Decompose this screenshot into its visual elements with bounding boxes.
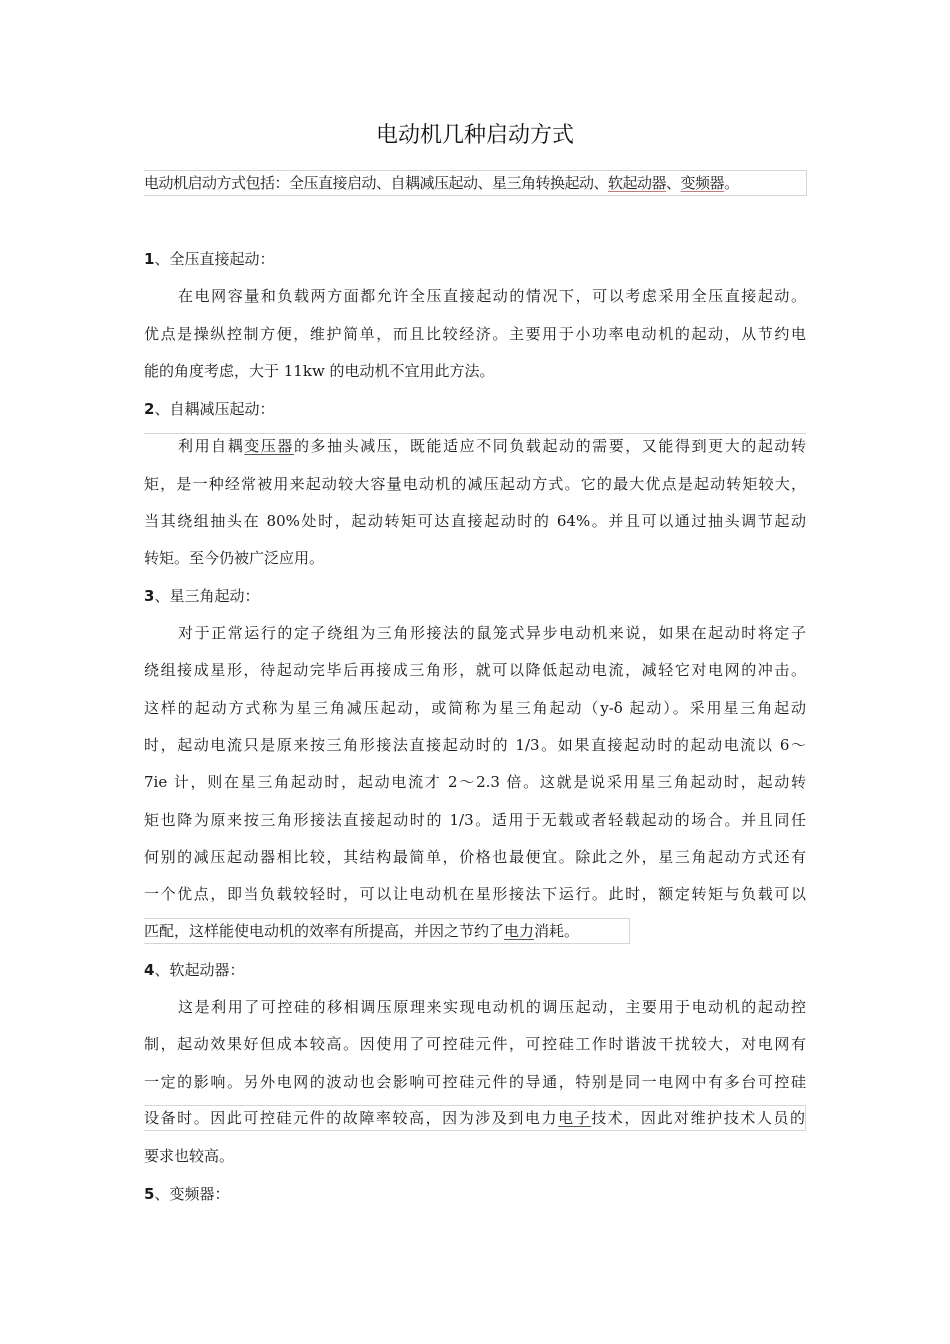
section-2-line: 转矩。至今仍被广泛应用。 [144,549,325,567]
section-4-line: 要求也较高。 [144,1147,235,1165]
section-2-heading: 2、自耦减压起动： [144,400,275,418]
section-3-line: 这样的起动方式称为星三角减压起动，或简称为星三角起动（y-δ 起动）。采用星三角起动 [144,699,806,717]
electric-power-link[interactable]: 电力 [504,922,535,940]
intro-paragraph [144,170,807,196]
page-title: 电动机几种启动方式 [375,123,574,148]
section-2-line: 利用自耦变压器的多抽头减压，既能适应不同负载起动的需要，又能得到更大的起动转 [144,433,806,458]
intro-text: 电动机启动方式包括：全压直接启动、自耦减压起动、星三角转换起动、 [144,174,609,192]
section-1-line: 能的角度考虑，大于 11kw 的电动机不宜用此方法。 [144,362,495,380]
soft-starter-link[interactable]: 软起动器 [608,174,667,192]
section-4-line: 制，起动效果好但成本较高。因使用了可控硅元件，可控硅工作时谐波干扰较大，对电网有 [144,1035,806,1053]
section-3-line: 匹配，这样能使电动机的效率有所提高，并因之节约了电力消耗。 [144,918,630,944]
intro-separator: 、 [666,174,681,192]
inverter-link[interactable]: 变频器 [680,174,725,192]
section-1-heading: 1、全压直接起动： [144,250,275,268]
section-1-line: 优点是操纵控制方便，维护简单，而且比较经济。主要用于小功率电动机的起动，从节约电 [144,325,806,343]
transformer-link[interactable]: 变压器 [244,437,294,455]
section-1-line: 在电网容量和负载两方面都允许全压直接起动的情况下，可以考虑采用全压直接起动。 [178,287,806,305]
section-5-heading: 5、变频器： [144,1185,230,1203]
section-3-heading: 3、星三角起动： [144,587,260,605]
section-3-line: 7ie 计，则在星三角起动时，起动电流才 2～2.3 倍。这就是说采用星三角起动时，起动转 [144,773,806,791]
section-4-line: 设备时。因此可控硅元件的故障率较高，因为涉及到电力电子技术，因此对维护技术人员的 [144,1105,806,1131]
section-4-heading: 4、软起动器： [144,961,245,979]
section-3-line: 何别的减压起动器相比较，其结构最简单，价格也最便宜。除此之外，星三角起动方式还有 [144,848,806,866]
section-3-line: 一个优点，即当负载较轻时，可以让电动机在星形接法下运行。此时，额定转矩与负载可以 [144,885,806,903]
section-2-line: 矩，是一种经常被用来起动较大容量电动机的减压起动方式。它的最大优点是起动转矩较大， [144,475,806,493]
section-3-line: 时，起动电流只是原来按三角形接法直接起动时的 1/3。如果直接起动时的起动电流以 6～ [144,736,806,754]
section-2-line: 当其绕组抽头在 80%处时，起动转矩可达直接起动时的 64%。并且可以通过抽头调节起动 [144,512,806,530]
section-4-line: 一定的影响。另外电网的波动也会影响可控硅元件的导通，特别是同一电网中有多台可控硅 [144,1073,806,1091]
intro-suffix: 。 [724,174,739,192]
section-3-line: 绕组接成星形，待起动完毕后再接成三角形，就可以降低起动电流，减轻它对电网的冲击。 [144,661,806,679]
section-3-line: 对于正常运行的定子绕组为三角形接法的鼠笼式异步电动机来说，如果在起动时将定子 [178,624,806,642]
section-4-line: 这是利用了可控硅的移相调压原理来实现电动机的调压起动，主要用于电动机的起动控 [178,998,806,1016]
electronics-link[interactable]: 电子 [558,1109,592,1127]
section-3-line: 矩也降为原来按三角形接法直接起动时的 1/3。适用于无载或者轻载起动的场合。并且同任 [144,811,806,829]
